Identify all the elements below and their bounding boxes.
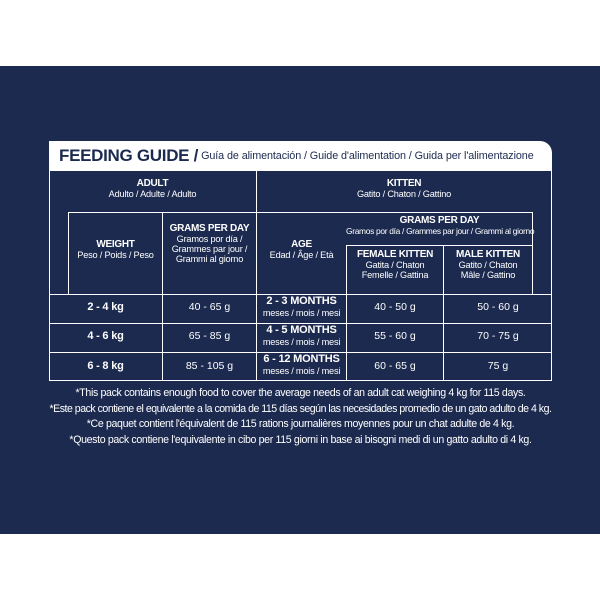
- row-3-male: 75 g: [487, 360, 509, 372]
- kitten-grams-header: [346, 216, 533, 236]
- row-3-adult-grams: 85 - 105 g: [185, 360, 234, 372]
- footnote-fr: *Ce paquet contient l'équivalent de 115 rations journalières moyennes pour un chat adulte de 4 kg.: [86, 418, 515, 430]
- male-kitten-header: [444, 250, 532, 281]
- kitten-subheading: Gatito / Chaton / Gattino: [356, 188, 452, 199]
- row-1-male: 50 - 60 g: [477, 301, 519, 313]
- age-sublabel: Edad / Âge / Età: [269, 249, 334, 260]
- adult-header: [49, 179, 256, 200]
- age-header: [257, 240, 346, 261]
- female-kitten-label: FEMALE KITTEN: [356, 249, 434, 260]
- row-3-age-sub: meses / mois / mesi: [262, 366, 341, 376]
- male-kitten-sub-2: Mâle / Gattino: [460, 269, 516, 280]
- kitten-grams-line: [346, 245, 533, 246]
- adult-grams-header: [163, 224, 256, 265]
- weight-header: [69, 240, 162, 261]
- kitten-grams-label: GRAMS PER DAY: [399, 215, 480, 226]
- age-label: AGE: [291, 239, 312, 250]
- male-kitten-label: MALE KITTEN: [456, 249, 520, 260]
- row-1-female: 40 - 50 g: [374, 301, 416, 313]
- row-2-age-sub: meses / mois / mesi: [262, 337, 341, 347]
- adult-grams-label: GRAMS PER DAY: [169, 223, 250, 234]
- row-1-weight: 2 - 4 kg: [87, 301, 124, 313]
- kitten-heading: KITTEN: [386, 178, 422, 189]
- row-1-adult-grams: 40 - 65 g: [188, 301, 231, 313]
- adult-kitten-divider: [256, 171, 257, 381]
- row-2-adult-grams: 65 - 85 g: [188, 330, 231, 342]
- row-1-age-sub: meses / mois / mesi: [262, 308, 341, 318]
- feeding-guide-title-translations: Guía de alimentación / Guide d'alimentation / Guida per l'alimentazione: [201, 150, 534, 162]
- weight-label: WEIGHT: [96, 239, 135, 250]
- adult-grams-sub-2: Grammes par jour /: [171, 243, 248, 254]
- row-1-age: 2 - 3 MONTHS: [266, 295, 337, 307]
- footnote-it: *Questo pack contiene l'equivalente in cibo per 115 giorni in base ai bisogni medi di un gatto adulto di 4 kg.: [69, 433, 532, 446]
- adult-heading: ADULT: [136, 178, 169, 189]
- female-kitten-header: [347, 250, 443, 281]
- female-kitten-sub-2: Femelle / Gattina: [361, 269, 429, 280]
- feeding-guide-title-bar: [49, 141, 552, 171]
- female-kitten-sub-1: Gatita / Chaton: [365, 259, 425, 270]
- row-2-female: 55 - 60 g: [374, 330, 416, 342]
- row-2-weight: 4 - 6 kg: [87, 330, 124, 342]
- adult-grams-sub-1: Gramos por día /: [176, 233, 243, 244]
- row-3-female: 60 - 65 g: [374, 360, 416, 372]
- kitten-grams-sublabel: Gramos por día / Grammes par jour / Grammi al giorno: [346, 225, 535, 236]
- adult-subheading: Adulto / Adulte / Adulto: [108, 188, 197, 199]
- footnote-en: *This pack contains enough food to cover the average needs of an adult cat weighing 4 kg for 115 days.: [75, 387, 526, 399]
- row-2-age: 4 - 5 MONTHS: [266, 324, 337, 336]
- footnote-es: *Este pack contiene el equivalente a la comida de 115 días según las necesidades promedio de un gato adulto de 4 kg.: [49, 402, 552, 415]
- row-3-weight: 6 - 8 kg: [87, 360, 124, 372]
- feeding-guide-title: FEEDING GUIDE /: [59, 146, 199, 165]
- row-3-age: 6 - 12 MONTHS: [263, 353, 340, 365]
- male-kitten-sub-1: Gatito / Chaton: [458, 259, 518, 270]
- kitten-header: [256, 179, 552, 200]
- weight-sublabel: Peso / Poids / Peso: [77, 249, 154, 260]
- adult-grams-sub-3: Grammi al giorno: [175, 253, 244, 264]
- subheader-line: [68, 212, 533, 213]
- footnotes: [49, 386, 552, 448]
- row-2-male: 70 - 75 g: [477, 330, 519, 342]
